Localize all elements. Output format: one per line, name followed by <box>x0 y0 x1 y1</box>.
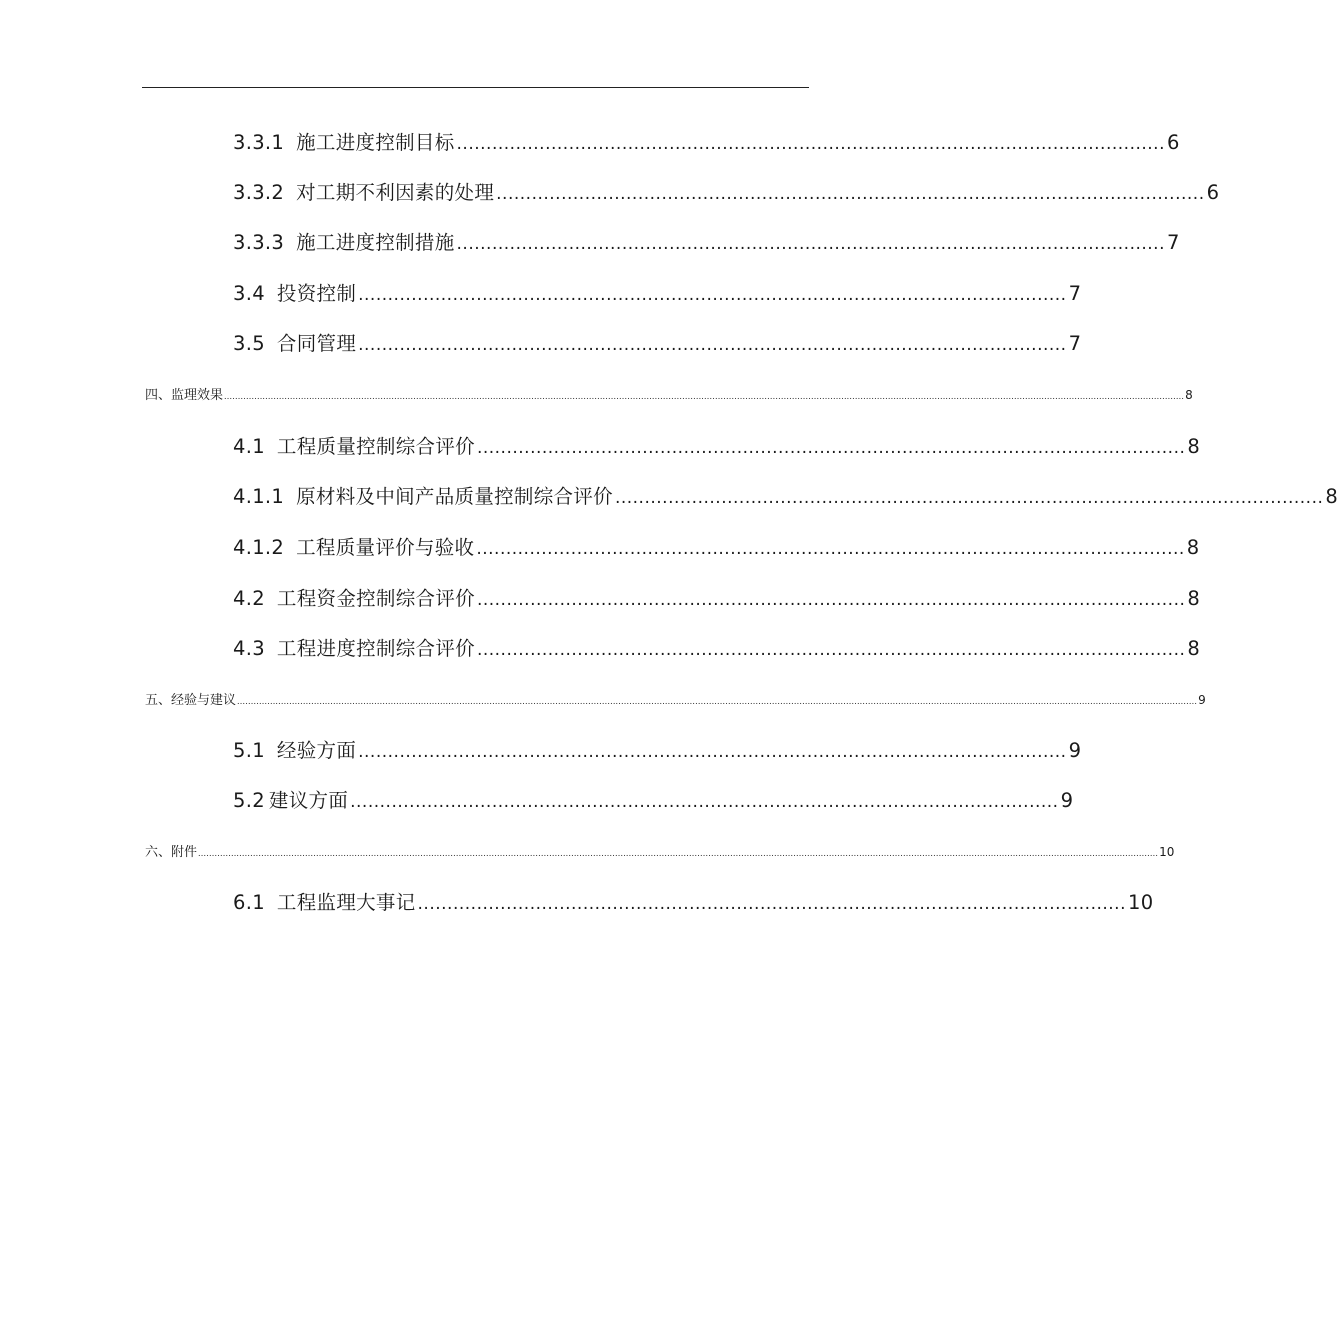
toc-entry-number: 五、 <box>145 693 172 708</box>
toc-page-number: 10 <box>1128 891 1154 914</box>
toc-page-number: 7 <box>1068 332 1082 355</box>
toc-entry-number: 5.1 <box>233 739 265 762</box>
toc-page-number: 10 <box>1159 845 1175 859</box>
toc-entry-title: 施工进度控制目标 <box>296 131 455 154</box>
toc-page-number: 7 <box>1167 231 1180 254</box>
toc-leader-dots: ........................................................................................................................ <box>476 539 1185 559</box>
toc-entry-title: 工程资金控制综合评价 <box>276 587 475 610</box>
toc-entry-number: 4.1.2 <box>233 536 285 559</box>
toc-entry-number: 四、 <box>145 388 172 403</box>
toc-page-number: 8 <box>1187 435 1201 458</box>
toc-entry-title: 附件 <box>171 845 198 860</box>
toc-entry-number: 5.2 <box>233 789 265 812</box>
toc-leader-dots: .............................................................................................................................................................................................................................................................................................................................................................. <box>198 849 1159 858</box>
toc-entry-3-5[interactable] <box>233 328 1082 358</box>
toc-leader-dots: ........................................................................................................................ <box>476 640 1186 660</box>
toc-leader-dots: ........................................................................................................................ <box>456 134 1165 154</box>
toc-page-number: 8 <box>1187 637 1201 660</box>
toc-entry-title: 工程监理大事记 <box>276 891 416 914</box>
toc-entry-4-3[interactable] <box>233 633 1201 663</box>
toc-entry-section-5[interactable] <box>145 689 1206 708</box>
toc-entry-number: 4.3 <box>233 637 265 660</box>
toc-leader-dots: ........................................................................................................................ <box>456 234 1165 254</box>
toc-entry-section-4[interactable] <box>145 384 1193 403</box>
toc-entry-4-1[interactable] <box>233 431 1201 461</box>
toc-entry-3-3-3[interactable] <box>233 227 1180 257</box>
toc-leader-dots: ........................................................................................................................ <box>350 792 1059 812</box>
toc-entry-title: 经验方面 <box>276 739 357 762</box>
toc-entry-6-1[interactable] <box>233 887 1154 917</box>
header-rule <box>142 87 809 88</box>
toc-leader-dots: .............................................................................................................................................................................................................................................................................................................................................................. <box>224 392 1185 401</box>
toc-entry-3-3-2[interactable] <box>233 177 1220 207</box>
toc-leader-dots: ........................................................................................................................ <box>358 335 1067 355</box>
toc-entry-section-6[interactable] <box>145 841 1175 860</box>
toc-entry-5-1[interactable] <box>233 735 1082 765</box>
toc-leader-dots: ........................................................................................................................ <box>358 285 1067 305</box>
toc-leader-dots: ........................................................................................................................ <box>358 742 1067 762</box>
toc-entry-number: 4.1 <box>233 435 265 458</box>
toc-page-number: 9 <box>1068 739 1082 762</box>
toc-entry-title: 经验与建议 <box>171 693 237 708</box>
toc-page-number: 9 <box>1060 789 1074 812</box>
toc-leader-dots: ........................................................................................................................ <box>417 894 1126 914</box>
toc-entry-title: 合同管理 <box>276 332 357 355</box>
toc-entry-title: 投资控制 <box>276 282 357 305</box>
toc-entry-number: 3.3.2 <box>233 181 285 204</box>
toc-entry-number: 4.1.1 <box>233 485 285 508</box>
toc-leader-dots: ........................................................................................................................ <box>614 488 1324 508</box>
toc-entry-number: 3.3.1 <box>233 131 285 154</box>
toc-page-number: 6 <box>1167 131 1180 154</box>
toc-page-number: 8 <box>1187 587 1201 610</box>
toc-entry-3-4[interactable] <box>233 278 1082 308</box>
toc-page-number: 9 <box>1198 693 1206 707</box>
toc-entry-4-1-1[interactable] <box>233 481 1338 511</box>
toc-entry-title: 工程质量控制综合评价 <box>276 435 475 458</box>
toc-entry-number: 3.4 <box>233 282 265 305</box>
toc-page-number: 6 <box>1206 181 1220 204</box>
toc-entry-5-2[interactable] <box>233 785 1074 815</box>
toc-entry-title: 监理效果 <box>171 388 224 403</box>
toc-entry-title: 原材料及中间产品质量控制综合评价 <box>296 485 613 508</box>
toc-entry-title: 工程进度控制综合评价 <box>276 637 475 660</box>
toc-page-number: 7 <box>1068 282 1082 305</box>
toc-page-number: 8 <box>1325 485 1338 508</box>
toc-page-number: 8 <box>1185 388 1193 402</box>
toc-leader-dots: ........................................................................................................................ <box>496 184 1205 204</box>
toc-entry-4-2[interactable] <box>233 583 1201 613</box>
toc-leader-dots: .............................................................................................................................................................................................................................................................................................................................................................. <box>237 697 1198 706</box>
toc-entry-number: 6.1 <box>233 891 265 914</box>
toc-entry-number: 3.5 <box>233 332 265 355</box>
toc-entry-number: 3.3.3 <box>233 231 285 254</box>
toc-entry-title: 建议方面 <box>268 789 349 812</box>
toc-entry-title: 工程质量评价与验收 <box>296 536 475 559</box>
toc-entry-3-3-1[interactable] <box>233 127 1180 157</box>
toc-entry-title: 施工进度控制措施 <box>296 231 455 254</box>
toc-entry-number: 4.2 <box>233 587 265 610</box>
toc-entry-4-1-2[interactable] <box>233 532 1200 562</box>
toc-entry-number: 六、 <box>145 845 172 860</box>
toc-entry-title: 对工期不利因素的处理 <box>296 181 495 204</box>
toc-page-number: 8 <box>1186 536 1200 559</box>
toc-leader-dots: ........................................................................................................................ <box>476 590 1186 610</box>
toc-leader-dots: ........................................................................................................................ <box>476 438 1186 458</box>
